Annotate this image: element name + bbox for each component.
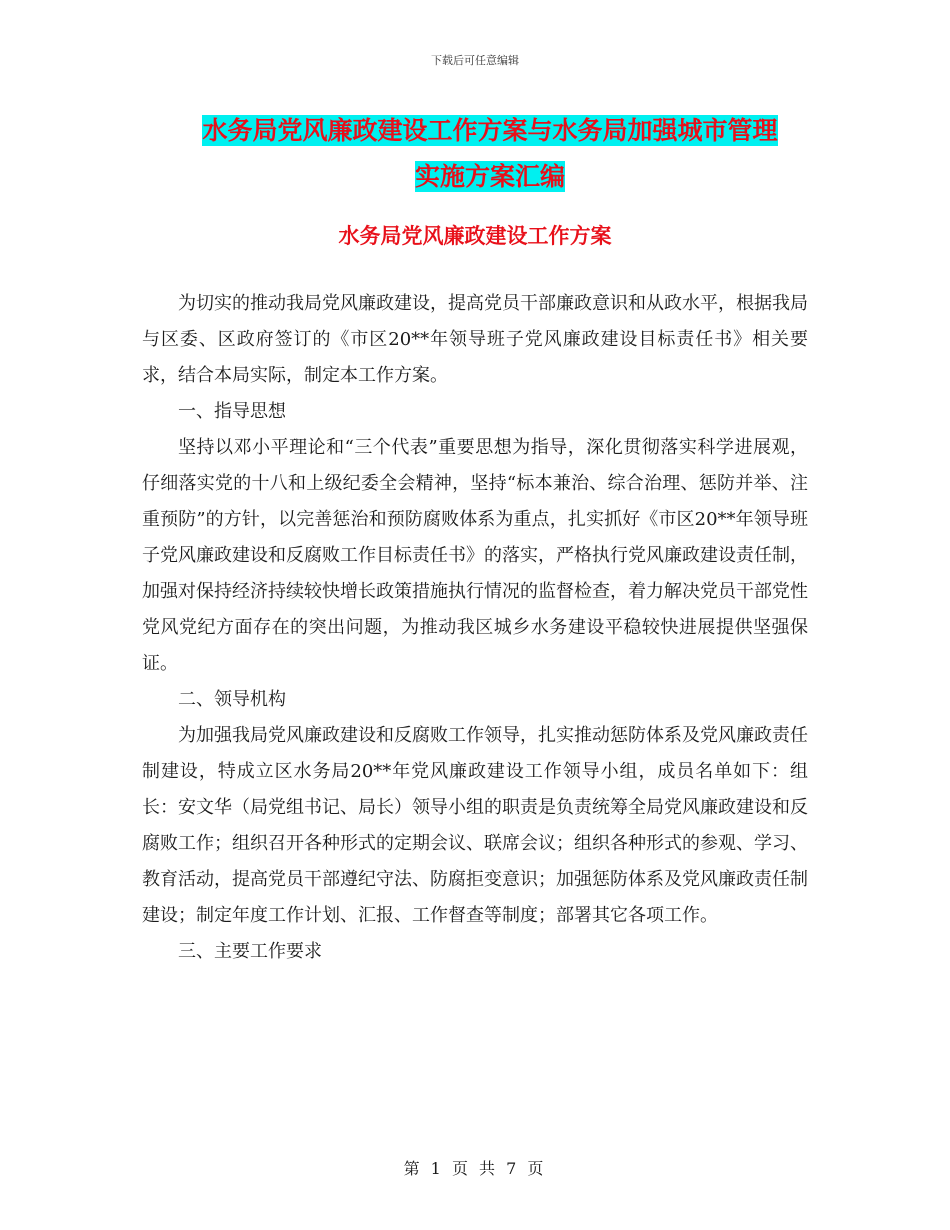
header-note: 下载后可任意编辑: [431, 54, 519, 67]
heading-guiding-ideology: 一、指导思想: [178, 401, 286, 422]
heading-leadership-body: 二、领导机构: [178, 689, 286, 710]
section-title: 水务局党风廉政建设工作方案: [338, 224, 612, 248]
page-number-footer: 第 1 页 共 7 页: [403, 1159, 547, 1178]
paragraph-guiding-ideology: 坚持以邓小平理论和“三个代表”重要思想为指导，深化贯彻落实科学进展观，仔细落实党的十八和上级纪委全会精神，坚持“标本兼治、综合治理、惩防并举、注重预防”的方针，以完善惩治和预防腐败体系为重点，扎实抓好《市区20**年领导班子党风廉政建设和反腐败工作目标责任书》的落实，严格执行党风廉政建设责任制，加强对保持经济持续较快增长政策措施执行情况的监督检查，着力解决党员干部党性党风党纪方面存在的突出问题，为推动我区城乡水务建设平稳较快进展提供坚强保证。: [142, 437, 808, 674]
document-title: [90, 108, 890, 200]
heading-main-requirements: 三、主要工作要求: [178, 941, 322, 962]
document-body: [142, 286, 808, 970]
paragraph-intro: 为切实的推动我局党风廉政建设，提高党员干部廉政意识和从政水平，根据我局与区委、区政府签订的《市区20**年领导班子党风廉政建设目标责任书》相关要求，结合本局实际，制定本工作方案。: [142, 293, 808, 386]
document-title-line-2: 实施方案汇编: [414, 162, 565, 191]
paragraph-leadership-body: 为加强我局党风廉政建设和反腐败工作领导，扎实推动惩防体系及党风廉政责任制建设，特成立区水务局20**年党风廉政建设工作领导小组，成员名单如下：组长：安文华（局党组书记、局长）领导小组的职责是负责统筹全局党风廉政建设和反腐败工作；组织召开各种形式的定期会议、联席会议；组织各种形式的参观、学习、教育活动，提高党员干部遵纪守法、防腐拒变意识；加强惩防体系及党风廉政责任制建设；制定年度工作计划、汇报、工作督查等制度；部署其它各项工作。: [142, 725, 808, 926]
document-title-line-1: 水务局党风廉政建设工作方案与水务局加强城市管理: [202, 116, 778, 145]
